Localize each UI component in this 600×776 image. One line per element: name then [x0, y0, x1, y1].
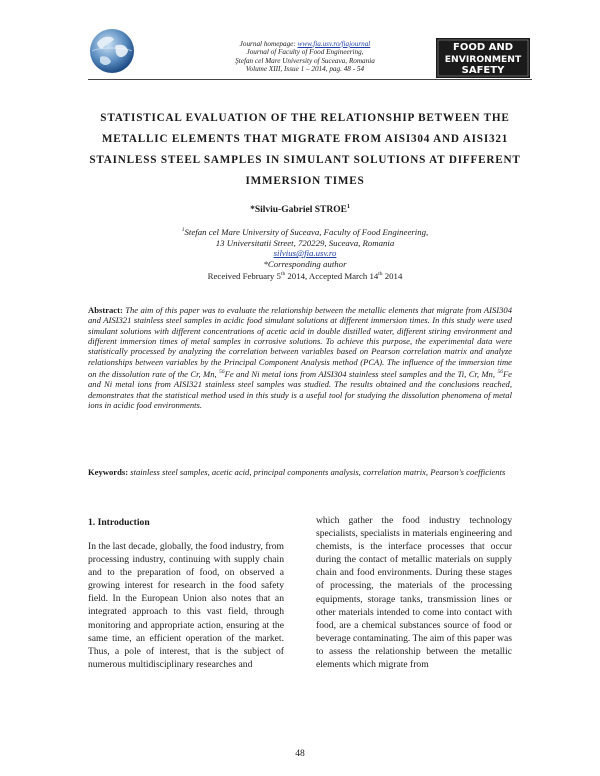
logo-line3: SAFETY	[461, 65, 505, 76]
affiliation-sup: 1	[181, 227, 185, 233]
journal-homepage-label: Journal homepage:	[239, 40, 298, 48]
abstract-sup-1: 56	[219, 369, 225, 376]
header-divider	[88, 79, 532, 80]
journal-homepage-line	[140, 40, 470, 48]
introduction-left-column: In the last decade, globally, the food industry, from processing industry, continuing with supply chain and to the preparation of food, on observed a growing interest for research in the food safety field. In the European Union also notes that an integrated approach to this vast field, through monitoring and appropriate action, ensuring at the same time, an efficient operation of the market. Thus, a pole of interest, that is the subject of numerous multidisciplinary researches and	[88, 541, 284, 670]
affiliation-line1	[140, 225, 470, 238]
journal-info	[140, 40, 470, 74]
globe-logo-icon	[88, 26, 136, 76]
affiliation-line2: 13 Universitatii Street, 720229, Suceava, Romania	[215, 237, 395, 248]
logo-line1: FOOD AND	[452, 42, 514, 53]
journal-university: Ştefan cel Mare University of Suceava, Romania	[235, 56, 375, 65]
received-accepted-dates	[140, 269, 470, 282]
accepted-mid: 2014, Accepted March 14	[285, 271, 379, 282]
author-email-link[interactable]: silvius@fia.usv.ro	[273, 248, 337, 259]
introduction-right-column: which gather the food industry technology specialists, specialists in materials engineering and chemists, is the interface processes that occur during the contact of metallic materials on supply chain and food environments. During these stages of processing, the materials of the processing equipments, storage tanks, transmission lines or other materials intended to come into contact with food, are a chemical substances source of food or beverage contaminating. The aim of this paper was to assess the relationship between the metallic elements which migrate from	[316, 515, 512, 671]
corresponding-author-note: *Corresponding author	[263, 258, 347, 269]
journal-homepage-link[interactable]: www.fia.usv.ro/fiajournal	[297, 40, 371, 48]
abstract-label: Abstract:	[88, 305, 123, 315]
paper-title: STATISTICAL EVALUATION OF THE RELATIONSHIP BETWEEN THE METALLIC ELEMENTS THAT MIGRATE FROM AISI304 AND AISI321 STAINLESS STEEL SAMPLES IN SIMULANT SOLUTIONS AT DIFFERENT IMMERSION TIMES	[89, 112, 521, 187]
abstract-text-3: Fe and Ni metal ions from AISI321 stainless steel samples was studied. The results obtained and the conclusions reached, demonstrates that the statistical method used in this study is a useful tool for studying the dissolution phenomena of metal ions in acidic food environments.	[88, 368, 513, 410]
journal-header	[0, 0, 600, 90]
affiliation-line1-text: Stefan cel Mare University of Suceava, Faculty of Food Engineering,	[184, 226, 429, 237]
abstract-sup-2: 56	[497, 369, 503, 376]
abstract	[88, 305, 512, 410]
received-prefix: Received February 5	[207, 271, 281, 282]
accepted-suffix: 2014	[382, 271, 403, 282]
logo-line2: ENVIRONMENT	[444, 54, 522, 65]
author-name	[0, 204, 600, 215]
journal-name: Journal of Faculty of Food Engineering,	[246, 48, 364, 57]
author-sup: 1	[346, 204, 350, 210]
abstract-text-2: Fe and Ni metal ions from AISI304 stainless steel samples and the Ti, Cr, Mn,	[224, 368, 498, 379]
affiliation	[140, 225, 470, 282]
abstract-text-1: The aim of this paper was to evaluate the relationship between the metallic elements that migrate from AISI304 and AISI321 stainless steel samples in acidic food simulant solutions at different immersion times. In this study were used simulant solutions with different concentrations of acetic acid in double distilled water, different stiring environment and different immersion times of metal samples in corrosive solutions. To achieve this purpose, the experimental data were statistically processed by analyzing the correlation between variables based on Pearson correlation matrix and analyze relationships between variables by the Principal Component Analysis method (PCA). The influence of the immersion time on the dissolution rate of the Cr, Mn,	[88, 305, 512, 379]
keywords	[88, 467, 512, 478]
keywords-label: Keywords:	[88, 467, 129, 477]
journal-volume: Volume XIII, Issue 1 – 2014, pag. 48 - 54	[245, 65, 365, 74]
food-environment-safety-logo	[436, 38, 530, 78]
accepted-sup: th	[378, 271, 383, 278]
section-introduction-title: 1. Introduction	[88, 517, 150, 528]
keywords-text: stainless steel samples, acetic acid, principal components analysis, correlation matrix, Pearson's coefficients	[128, 467, 506, 477]
page-number: 48	[295, 748, 305, 759]
author-name-text: *Silviu-Gabriel STROE	[250, 205, 347, 216]
received-sup: th	[280, 271, 286, 278]
